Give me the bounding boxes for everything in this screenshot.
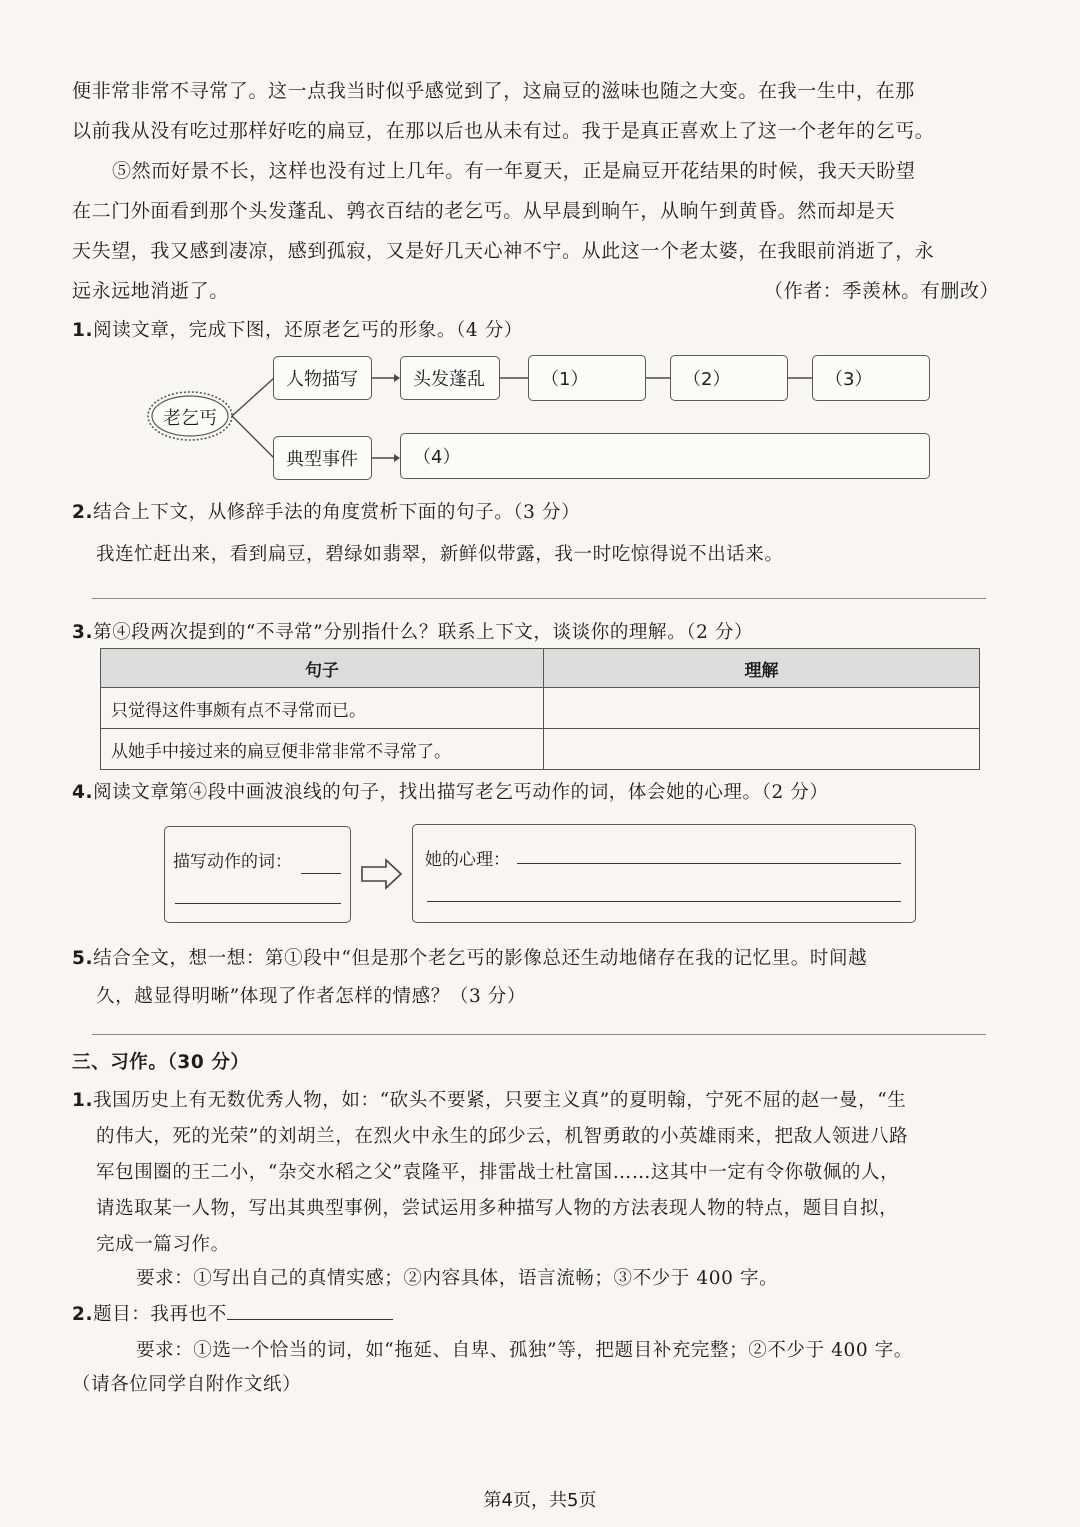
mind-map-blank-1[interactable]: （1）: [528, 355, 646, 401]
passage-line: ⑤然而好景不长，这样也没有过上几年。有一年夏天，正是扁豆开花结果的时候，我天天盼望: [112, 160, 916, 182]
box-label: 描写动作的词：: [173, 852, 292, 872]
question-number: 3.: [72, 622, 94, 643]
prompt-1: [72, 1086, 906, 1112]
author-note: （作者：季羡林。有删改）: [764, 280, 1000, 302]
passage-line: 远永远地消逝了。: [72, 280, 229, 302]
question-text: 结合上下文，从修辞手法的角度赏析下面的句子。（3 分）: [93, 502, 581, 523]
question-number: 5.: [72, 948, 94, 969]
quoted-sentence: 我连忙赶出来，看到扁豆，碧绿如翡翠，新鲜似带露，我一时吃惊得说不出话来。: [96, 544, 784, 565]
answer-cell[interactable]: [544, 729, 980, 770]
note: （请各位同学自附作文纸）: [72, 1374, 302, 1395]
question-text: 久，越显得明晰”体现了作者怎样的情感？（3 分）: [96, 986, 527, 1007]
answer-line[interactable]: [92, 1034, 986, 1035]
box-label: 她的心理：: [425, 850, 510, 870]
requirement: 要求：①写出自己的真情实感；②内容具体，语言流畅；③不少于 400 字。: [136, 1268, 779, 1289]
question-number: 1.: [72, 320, 94, 341]
question-number: 4.: [72, 782, 94, 803]
answer-cell[interactable]: [544, 688, 980, 729]
prompt-2: [72, 1300, 393, 1326]
answer-line[interactable]: [517, 863, 901, 864]
understanding-table: [100, 648, 980, 770]
title-blank[interactable]: [227, 1301, 393, 1320]
mind-map-node: 头发蓬乱: [400, 356, 500, 400]
prompt-text: 我国历史上有无数优秀人物，如：“砍头不要紧，只要主义真”的夏明翰，宁死不屈的赵一曼，“生: [93, 1090, 907, 1111]
table-header-row: [101, 649, 980, 688]
question-number: 1.: [72, 1090, 94, 1111]
question-text: 第④段两次提到的“不寻常”分别指什么？联系上下文，谈谈你的理解。（2 分）: [93, 622, 754, 643]
passage-line: 以前我从没有吃过那样好吃的扁豆，在那以后也从未有过。我于是真正喜欢上了这一个老年的乞丐。: [72, 120, 935, 142]
answer-line[interactable]: [175, 903, 341, 904]
mind-map-center: 老乞丐: [163, 408, 217, 429]
answer-line[interactable]: [92, 598, 986, 599]
answer-line[interactable]: [427, 901, 901, 902]
prompt-text: 的伟大，死的光荣”的刘胡兰，在烈火中永生的邱少云，机智勇敢的小英雄雨来，把敌人领进八路: [96, 1126, 909, 1147]
question-2: [72, 498, 580, 524]
psychology-box: [412, 824, 916, 923]
question-text: 结合全文，想一想：第①段中“但是那个老乞丐的影像总还生动地储存在我的记忆里。时间越: [93, 948, 868, 969]
mind-map-blank-4[interactable]: （4）: [400, 433, 930, 479]
mind-map-branch-description: 人物描写: [273, 356, 372, 400]
passage-line: 在二门外面看到那个头发蓬乱、鹑衣百结的老乞丐。从早晨到晌午，从晌午到黄昏。然而却是天: [72, 200, 896, 222]
passage-line: 便非常非常不寻常了。这一点我当时似乎感觉到了，这扁豆的滋味也随之大变。在我一生中，在那: [72, 80, 915, 102]
table-row: [101, 729, 980, 770]
table-cell: 从她手中接过来的扁豆便非常非常不寻常了。: [101, 729, 544, 770]
table-cell: 只觉得这件事颇有点不寻常而已。: [101, 688, 544, 729]
table-header: 句子: [101, 649, 544, 688]
section-title: 三、习作。（30 分）: [72, 1052, 250, 1073]
table-row: [101, 688, 980, 729]
prompt-text: 军包围圈的王二小，“杂交水稻之父”袁隆平，排雷战士杜富国……这其中一定有令你敬佩的人，: [96, 1162, 900, 1183]
table-header: 理解: [544, 649, 980, 688]
question-number: 2.: [72, 502, 94, 523]
prompt-text: 请选取某一人物，写出其典型事例，尝试运用多种描写人物的方法表现人物的特点，题目自拟，: [96, 1198, 899, 1219]
mind-map-blank-3[interactable]: （3）: [812, 355, 930, 401]
question-text: 阅读文章第④段中画波浪线的句子，找出描写老乞丐动作的词，体会她的心理。（2 分）: [93, 782, 829, 803]
arrow-right-icon: [360, 858, 404, 890]
passage-line: 天失望，我又感到凄凉，感到孤寂，又是好几天心神不宁。从此这一个老太婆，在我眼前消逝了，永: [72, 240, 935, 262]
question-5: [72, 944, 867, 970]
prompt-text: 完成一篇习作。: [96, 1234, 230, 1255]
answer-line[interactable]: [301, 873, 341, 874]
question-4: [72, 778, 829, 804]
question-text: 阅读文章，完成下图，还原老乞丐的形象。（4 分）: [93, 320, 523, 341]
mind-map-blank-2[interactable]: （2）: [670, 355, 788, 401]
question-number: 2.: [72, 1304, 94, 1325]
page-footer: 第4页，共5页: [483, 1490, 597, 1511]
mind-map-branch-event: 典型事件: [273, 436, 372, 480]
requirement: 要求：①选一个恰当的词，如“拖延、自卑、孤独”等，把题目补充完整；②不少于 400 字。: [136, 1340, 913, 1361]
prompt-title: 题目：我再也不: [93, 1304, 227, 1325]
question-3: [72, 618, 753, 644]
action-words-box: [164, 826, 351, 923]
